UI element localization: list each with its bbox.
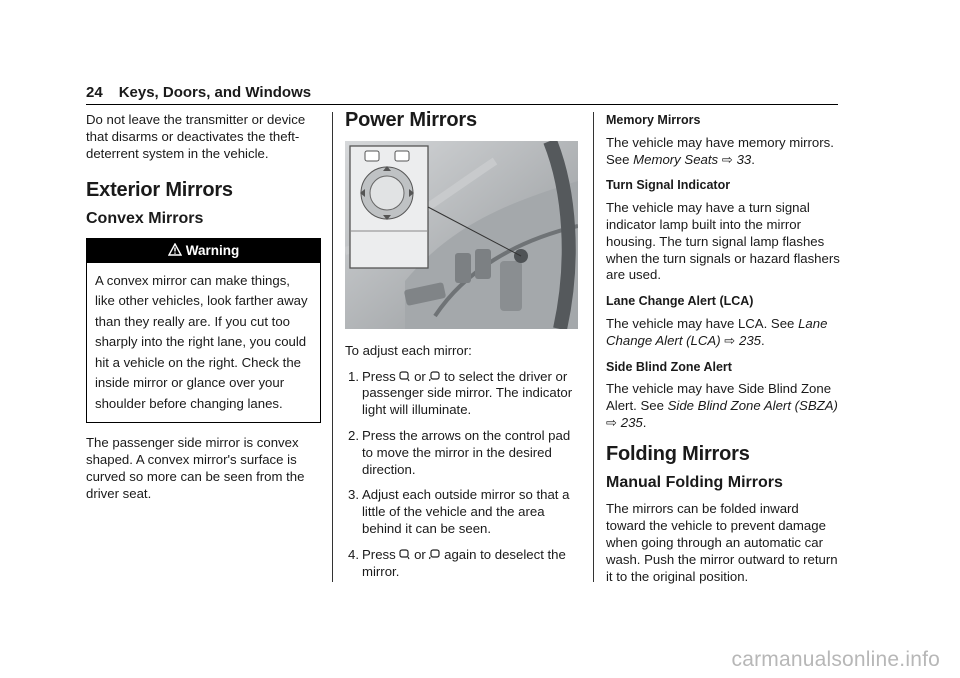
right-mirror-select-icon bbox=[429, 370, 440, 382]
warning-header bbox=[87, 239, 320, 263]
column-divider bbox=[593, 112, 594, 582]
page-header bbox=[86, 84, 838, 101]
column-divider bbox=[332, 112, 333, 582]
memory-paragraph: The vehicle may have memory mirrors. See Memory Seats ⇨ 33. bbox=[606, 134, 834, 167]
intro-paragraph: Do not leave the transmitter or device that disarms or deactivates the theft-deterrent system in the vehicle. bbox=[86, 112, 306, 161]
lca-link[interactable]: Lane Change Alert (LCA) bbox=[606, 315, 828, 348]
sbza-page[interactable]: 235 bbox=[620, 414, 643, 430]
warning-box bbox=[86, 238, 321, 424]
header-rule bbox=[86, 104, 838, 105]
heading-convex-mirrors: Convex Mirrors bbox=[86, 210, 204, 228]
warning-triangle-icon bbox=[168, 243, 182, 256]
left-mirror-select-icon bbox=[399, 548, 410, 560]
steps-list bbox=[345, 369, 580, 581]
sbza-paragraph: The vehicle may have Side Blind Zone Alert. See Side Blind Zone Alert (SBZA) ⇨ 235. bbox=[606, 381, 838, 430]
warning-title: Warning bbox=[185, 242, 240, 258]
step-item: 2. Press the arrows on the control pad to move the mirror in the desired direction. bbox=[348, 427, 571, 477]
heading-sbza: Side Blind Zone Alert bbox=[606, 359, 732, 374]
manual-folding-paragraph: The mirrors can be folded inward toward the vehicle to prevent damage when going through an automatic car wash. Push the mirror outward to return it to the original position. bbox=[606, 501, 838, 584]
heading-manual-folding: Manual Folding Mirrors bbox=[606, 473, 783, 491]
step-item: 1. Press or to select the driver or passenger side mirror. The indicator light will illuminate. bbox=[348, 368, 573, 418]
ref-arrow-icon: ⇨ bbox=[724, 332, 736, 348]
watermark: carmanualsonline.info bbox=[731, 648, 940, 671]
step-item: 4. Press or again to deselect the mirror. bbox=[348, 546, 566, 579]
heading-lca: Lane Change Alert (LCA) bbox=[606, 294, 754, 309]
column-2 bbox=[345, 109, 580, 589]
heading-memory-mirrors: Memory Mirrors bbox=[606, 113, 701, 127]
lca-paragraph: The vehicle may have LCA. See Lane Change Alert (LCA) ⇨ 235. bbox=[606, 315, 828, 348]
right-mirror-select-icon bbox=[429, 548, 440, 560]
sbza-link[interactable]: Side Blind Zone Alert (SBZA) bbox=[667, 398, 838, 414]
lca-page[interactable]: 235 bbox=[739, 332, 762, 348]
column-1 bbox=[86, 112, 321, 512]
left-mirror-select-icon bbox=[399, 370, 410, 382]
warning-text: A convex mirror can make things, like other vehicles, look farther away than they really are. If you cut too sharply into the right lane, you could hit a vehicle on the right. Check the inside mirror or glance over your shoulder before changing lanes. bbox=[95, 272, 308, 411]
door-mirror-control-photo bbox=[345, 141, 578, 329]
page-number: 24 bbox=[86, 84, 103, 101]
column-3 bbox=[606, 112, 841, 594]
memory-seats-link[interactable]: Memory Seats bbox=[633, 151, 719, 167]
adjust-intro: To adjust each mirror: bbox=[345, 342, 472, 358]
heading-exterior-mirrors: Exterior Mirrors bbox=[86, 179, 233, 202]
section-title: Keys, Doors, and Windows bbox=[118, 84, 312, 101]
ref-arrow-icon: ⇨ bbox=[606, 414, 618, 430]
heading-power-mirrors: Power Mirrors bbox=[345, 109, 477, 131]
convex-paragraph: The passenger side mirror is convex shaped. A convex mirror's surface is curved so more can be seen from the driver seat. bbox=[86, 435, 305, 501]
heading-turn-signal: Turn Signal Indicator bbox=[606, 178, 731, 193]
turn-signal-paragraph: The vehicle may have a turn signal indicator lamp built into the mirror housing. The turn signal lamp flashes when the turn signals or hazard flashers are used. bbox=[606, 200, 840, 283]
ref-arrow-icon: ⇨ bbox=[721, 151, 733, 167]
step-item: 3. Adjust each outside mirror so that a little of the vehicle and the area behind it can be seen. bbox=[348, 487, 570, 536]
heading-folding-mirrors: Folding Mirrors bbox=[606, 442, 750, 465]
memory-seats-page[interactable]: 33 bbox=[736, 151, 752, 167]
